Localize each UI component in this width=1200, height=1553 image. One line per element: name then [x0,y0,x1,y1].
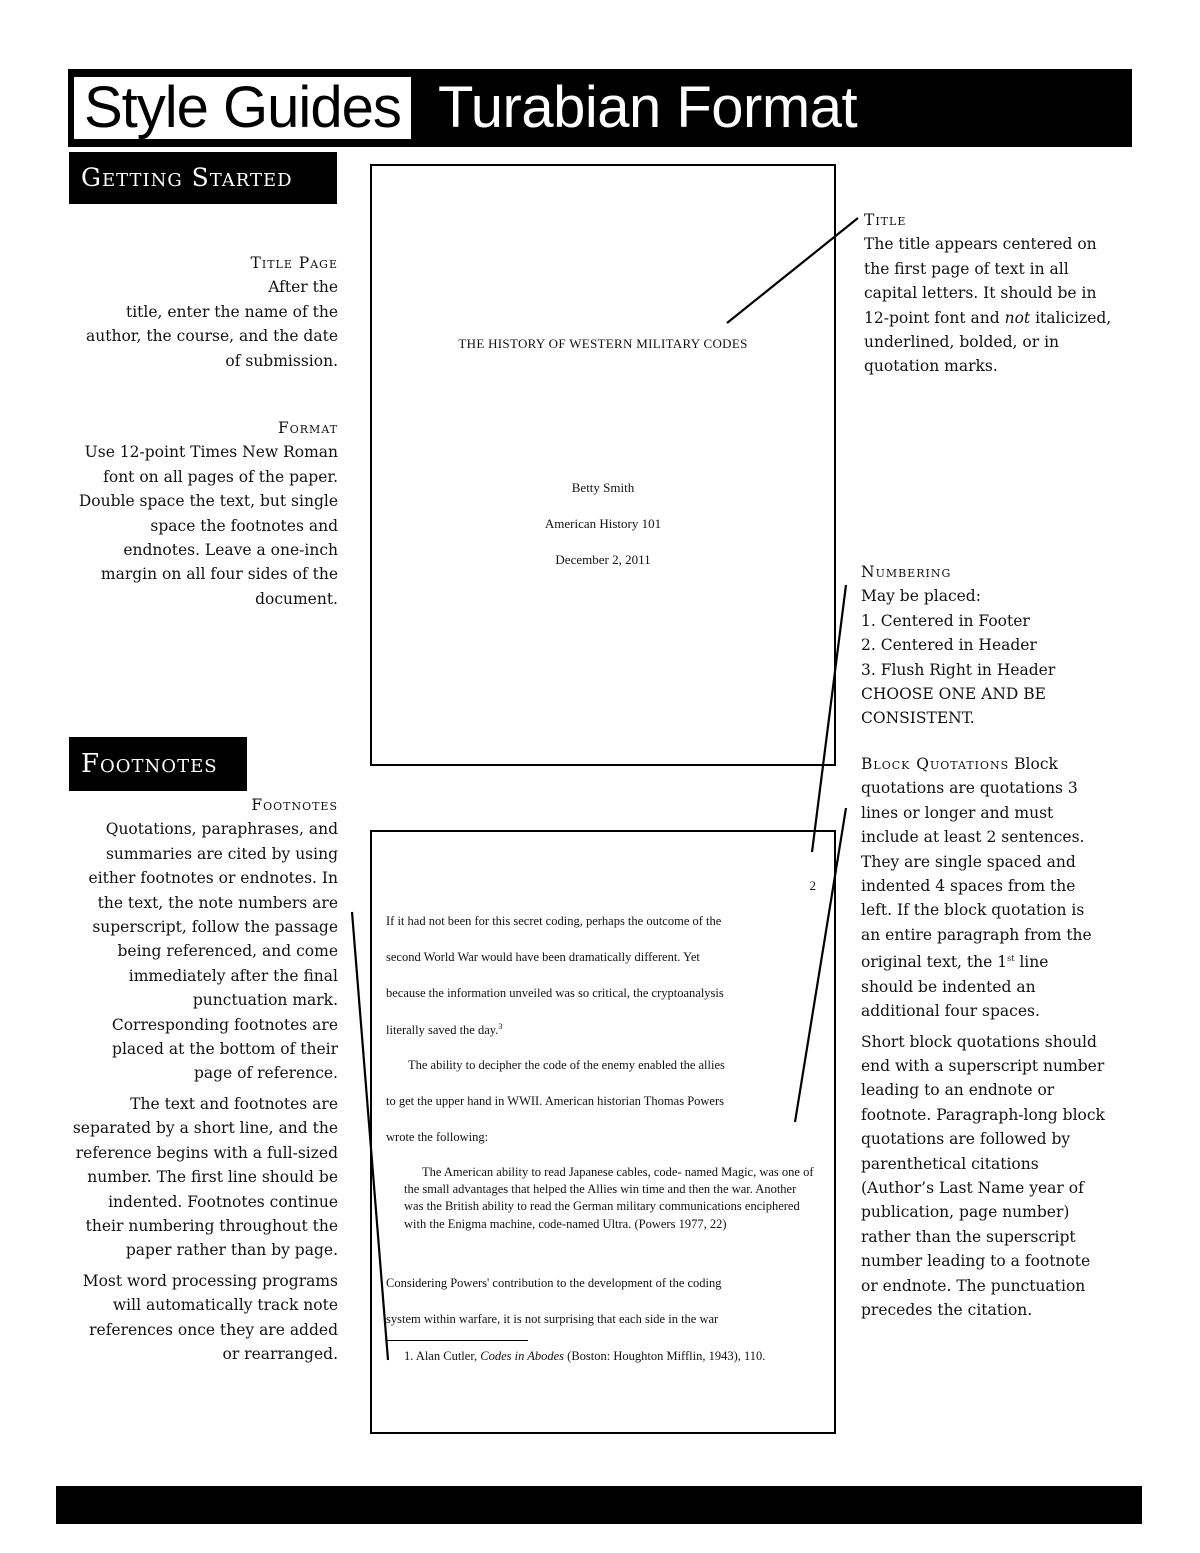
note-line: Quotations, paraphrases, and [105,820,338,839]
footnote-text: 1. Alan Cutler, [404,1349,481,1363]
note-text: Block [1009,755,1058,773]
note-line: May be placed: [861,587,981,606]
note-line: immediately after the final [128,966,338,985]
note-line: additional four spaces. [861,1002,1040,1021]
note-title-page-heading: Title Page [250,254,338,272]
note-line: reference begins with a full-sized [75,1143,338,1162]
banner-title: Turabian Format [438,75,858,140]
note-numbering-heading: Numbering [861,563,952,581]
numbering-callout-line [812,585,846,852]
note-line: superscript, follow the passage [92,918,338,937]
note-line: margin on all four sides of the [100,565,338,584]
note-line: placed at the bottom of their [112,1040,338,1059]
note-line: endnotes. Leave a one-inch [123,541,338,560]
note-line: lines or longer and must [861,803,1054,822]
note-line: The title appears centered on [864,235,1097,254]
note-line: of submission. [225,351,338,370]
note-format-heading: Format [278,419,338,437]
note-line: They are single spaced and [861,852,1076,871]
sample-text-line: If it had not been for this secret coding, perhaps the outcome of the [386,914,722,928]
note-line: parenthetical citations [861,1154,1039,1173]
section-getting-started: Getting Started [69,152,337,204]
sample-author: Betty Smith [571,480,635,495]
footnote-callout-line [352,912,388,1360]
note-line: punctuation mark. [192,991,338,1010]
note-line: indented 4 spaces from the [861,877,1076,896]
sample-page-number: 2 [809,878,816,893]
note-line: space the footnotes and [150,516,338,535]
note-emphasis: not [1004,308,1031,327]
note-line: underlined, bolded, or in [864,333,1060,352]
sample-text-line: to get the upper hand in WWII. American historian Thomas Powers [386,1094,725,1108]
footer-bar [56,1486,1142,1524]
note-line: should be indented an [861,977,1036,996]
footnote-title: Codes in Abodes [480,1349,565,1363]
note-line: Most word processing programs [82,1271,338,1290]
note-title-heading: Title [864,211,907,229]
note-line: quotation marks. [864,357,998,376]
note-line: page of reference. [193,1064,338,1083]
sample-text-line: second World War would have been dramatically different. Yet [386,950,700,964]
sample-paper-title: THE HISTORY OF WESTERN MILITARY CODES [458,336,748,351]
note-line: the first page of text in all [864,259,1069,278]
note-line: 3. Flush Right in Header [861,660,1056,679]
note-line: 2. Centered in Header [861,636,1037,655]
note-line: font on all pages of the paper. [103,467,338,486]
note-text: line [1014,953,1049,972]
note-line: leading to an endnote or [861,1081,1055,1100]
note-line: will automatically track note [112,1296,338,1315]
note-line: 1. Centered in Footer [861,611,1030,630]
note-line: Short block quotations should [861,1032,1097,1051]
note-line: footnote. Paragraph-long block [861,1105,1105,1124]
note-text: original text, the 1 [861,953,1008,972]
note-line: author, the course, and the date [86,327,338,346]
title-callout-line [727,218,858,323]
note-line: Corresponding footnotes are [111,1015,338,1034]
note-line: document. [255,589,338,608]
note-block-heading: Block Quotations [861,755,1010,773]
note-line: capital letters. It should be in [864,284,1097,303]
note-line: or endnote. The punctuation [861,1276,1086,1295]
banner-label: Style Guides [74,77,411,139]
section-footnotes: Footnotes [69,737,247,791]
sample-course: American History 101 [544,516,662,531]
note-line: being referenced, and come [117,942,338,961]
sample-quote-text: The American ability to read Japanese cables, code- named Magic, was one of the small advantages that helped the Allies win time and then the war. Another was the British ability to read the German military communications enciphered with the Enigma machine, code-named Ultra. (Powers 1977, 22) [404,1165,814,1231]
note-line: quotations are quotations 3 [861,779,1078,798]
note-line: After the [268,278,338,297]
note-line: number. The first line should be [87,1168,338,1187]
sample-date: December 2, 2011 [555,552,651,567]
note-line: Use 12-point Times New Roman [84,443,338,462]
sample-text-line: system within warfare, it is not surprising that each side in the war [386,1312,719,1326]
note-line: either footnotes or endnotes. In [88,869,338,888]
note-line: CHOOSE ONE AND BE [861,685,1046,704]
sample-text-line: wrote the following: [386,1130,489,1144]
note-line: end with a superscript number [861,1057,1105,1076]
note-line: references once they are added [89,1320,338,1339]
note-line: precedes the citation. [861,1301,1033,1320]
sample-text: literally saved the day. [386,1023,499,1038]
note-line: quotations are followed by [861,1130,1071,1149]
block-quote-callout-line [795,808,846,1122]
note-line: left. If the block quotation is [861,901,1085,920]
footnote-text: (Boston: Houghton Mifflin, 1943), 110. [564,1349,766,1363]
note-line: (Author’s Last Name year of [861,1179,1084,1198]
sample-note-marker: 3 [498,1022,503,1031]
note-line: paper rather than by page. [125,1241,338,1260]
note-line: rather than the superscript [861,1227,1076,1246]
note-line: or rearranged. [222,1344,338,1363]
note-footnotes-heading: Footnotes [251,796,338,814]
note-line: summaries are cited by using [105,844,338,863]
note-line: their numbering throughout the [85,1216,338,1235]
note-line: Double space the text, but single [78,492,338,511]
note-superscript: st [1007,954,1015,964]
note-line: indented. Footnotes continue [108,1192,338,1211]
note-line: an entire paragraph from the [861,925,1092,944]
sample-text-line: The ability to decipher the code of the enemy enabled the allies [408,1058,725,1072]
note-line: title, enter the name of the [125,302,338,321]
note-text: 12-point font and [864,308,1005,327]
note-line: the text, the note numbers are [97,893,338,912]
note-line: include at least 2 sentences. [861,828,1085,847]
note-line: separated by a short line, and the [72,1119,338,1138]
note-line: CONSISTENT. [861,709,975,728]
sample-text-line: Considering Powers' contribution to the development of the coding [386,1276,722,1290]
note-line: The text and footnotes are [130,1094,338,1113]
note-line: number leading to a footnote [861,1252,1091,1271]
note-text: italicized, [1030,308,1112,327]
note-line: publication, page number) [861,1203,1070,1222]
sample-text-line: because the information unveiled was so critical, the cryptoanalysis [386,986,724,1000]
